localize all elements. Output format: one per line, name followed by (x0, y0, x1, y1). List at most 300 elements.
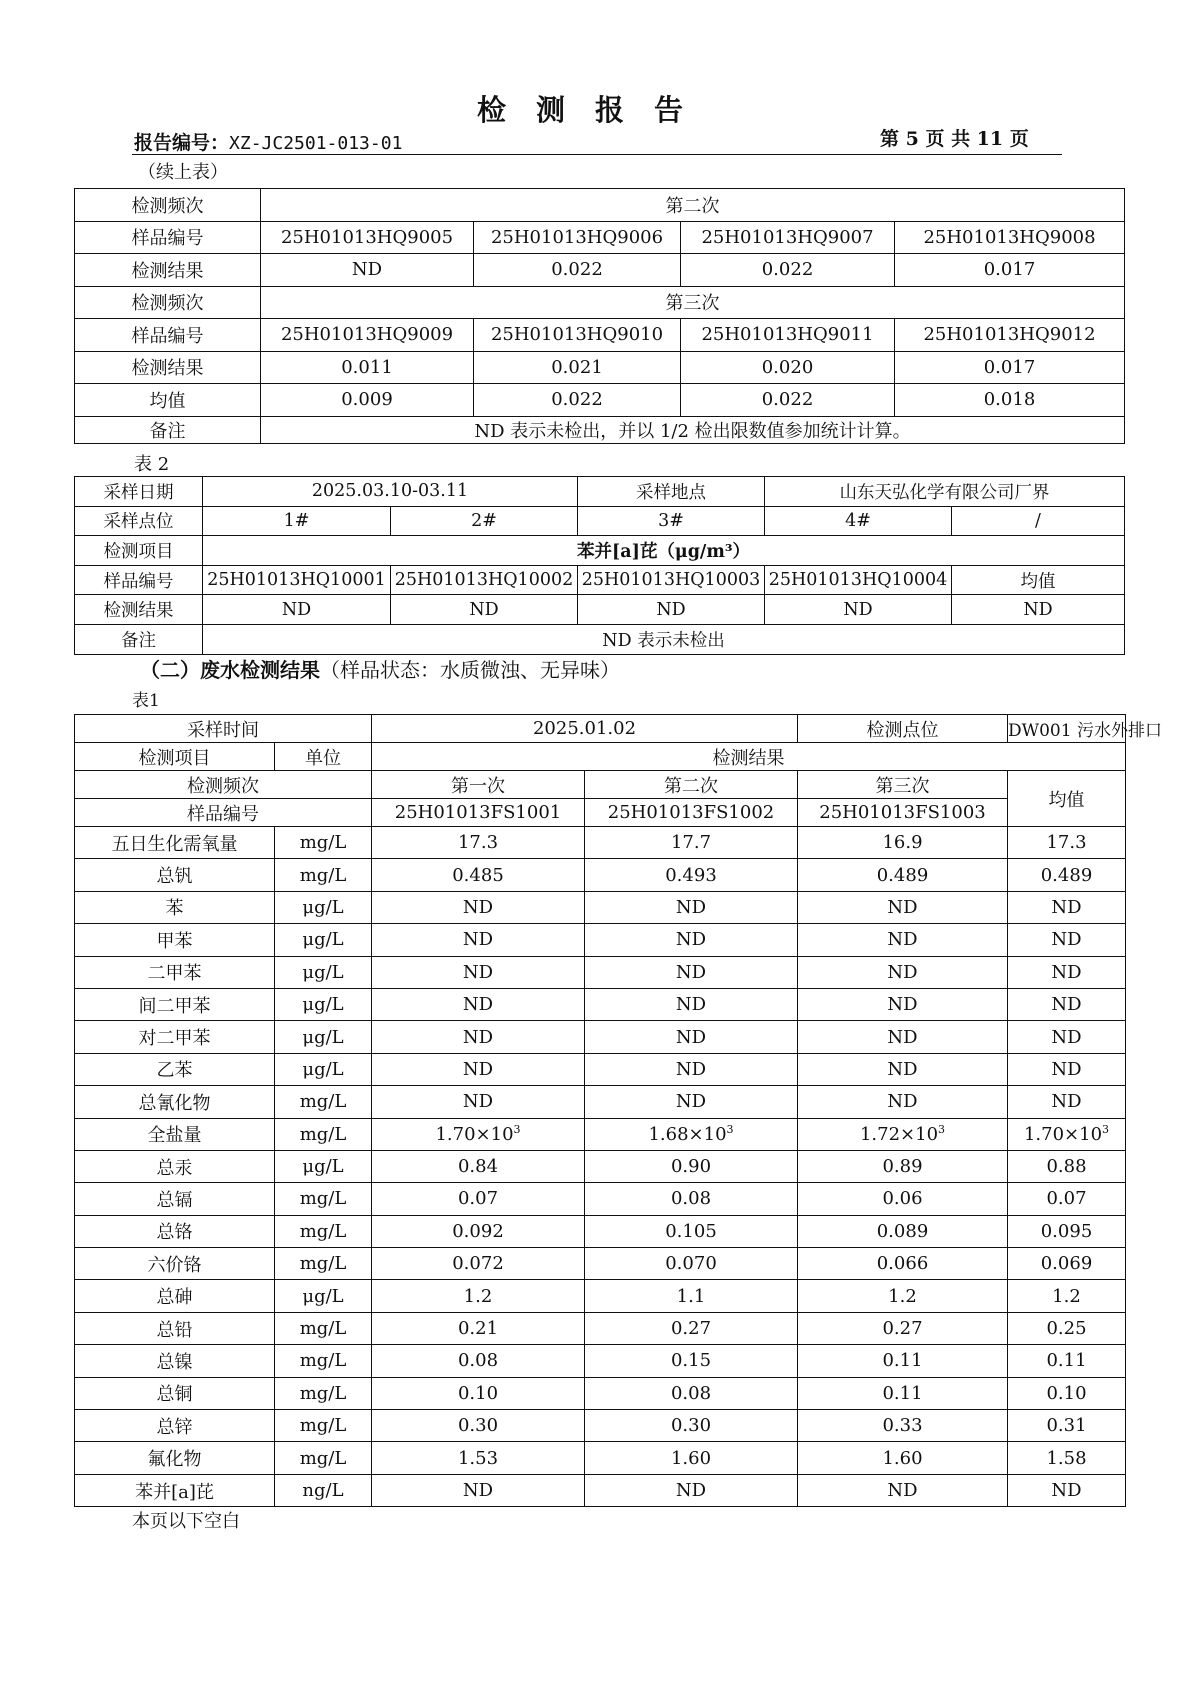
place-cell: 山东天弘化学有限公司厂界 (765, 477, 1125, 507)
result-cell-value: 0.072 (452, 1253, 504, 1275)
result-cell (372, 924, 585, 956)
result-label-cell: 检测结果 (75, 595, 203, 625)
mean-cell: 0.022 (474, 384, 681, 417)
item-cell (75, 1053, 275, 1085)
unit-cell-value: mg/L (299, 1350, 347, 1372)
wastewater-section-heading (140, 654, 620, 683)
result-cell-value: ND (675, 994, 707, 1016)
mean-cell-value: ND (1051, 961, 1082, 983)
result-cell-value: ND (462, 896, 494, 918)
unit-cell (275, 1118, 372, 1150)
result-cell-value: 0.08 (457, 1350, 499, 1372)
item-cell-value: 五日生化需氧量 (111, 833, 238, 855)
result-cell-value: 0.15 (670, 1350, 712, 1372)
result-cell-value: ND (887, 994, 918, 1016)
item-cell (75, 891, 275, 923)
table-row (75, 536, 1125, 566)
unit-cell (275, 1474, 372, 1506)
table-row (75, 477, 1125, 507)
result-cell-value: 0.092 (452, 1220, 504, 1242)
mean-label-cell: 均值 (75, 384, 261, 417)
table-row (75, 799, 1126, 827)
item-cell (75, 924, 275, 956)
header-divider (132, 154, 1062, 155)
result-cell (372, 827, 585, 859)
result-cell (798, 891, 1008, 923)
result-cell-value: 0.90 (670, 1156, 712, 1178)
result-cell (372, 956, 585, 988)
result-cell: 0.021 (474, 351, 681, 384)
result-cell (585, 1053, 798, 1085)
point-label-cell: 检测点位 (798, 715, 1008, 743)
result-cell-value: 1.60 (670, 1447, 712, 1469)
item-cell-value: 氟化物 (147, 1449, 202, 1471)
result-cell (585, 924, 798, 956)
result-cell-value: ND (675, 896, 707, 918)
item-cell-value: 间二甲苯 (138, 995, 211, 1017)
result-cell: 0.022 (474, 254, 681, 287)
result-cell (585, 1410, 798, 1442)
result-cell-value: ND (675, 1058, 707, 1080)
item-cell-value: 总砷 (156, 1287, 193, 1309)
result-cell: ND (952, 595, 1125, 625)
sample-cell: 均值 (952, 565, 1125, 595)
freq-cell: 第三次 (798, 771, 1008, 799)
result-cell (798, 988, 1008, 1020)
sample-cell: 25H01013HQ9009 (261, 319, 474, 352)
time-label-cell: 采样时间 (75, 715, 372, 743)
result-cell-value: 1.72×10 (859, 1123, 939, 1145)
item-cell-value: 甲苯 (156, 930, 193, 952)
sample-cell: 25H01013HQ9011 (681, 319, 895, 352)
result-cell-value: 0.10 (457, 1382, 499, 1404)
unit-cell (275, 1021, 372, 1053)
result-cell-value: 0.489 (876, 864, 929, 886)
point-cell: 2# (391, 506, 578, 536)
mean-cell-value: 0.489 (1040, 864, 1093, 886)
mean-cell (1008, 1021, 1126, 1053)
section-title: （二）废水检测结果 (140, 658, 320, 682)
table-row (75, 506, 1125, 536)
mean-cell-value: 1.2 (1052, 1285, 1081, 1307)
unit-cell-value: μg/L (302, 929, 344, 951)
result-cell (585, 827, 798, 859)
unit-cell (275, 1150, 372, 1182)
item-cell (75, 1086, 275, 1118)
freq-cell: 第一次 (372, 771, 585, 799)
freq-cell: 第二次 (585, 771, 798, 799)
result-cell (585, 1150, 798, 1182)
result-cell-value: ND (462, 929, 494, 951)
sample-cell: 25H01013HQ10003 (578, 565, 765, 595)
result-cell-value: ND (887, 896, 918, 918)
result-cell-value: 0.08 (670, 1382, 712, 1404)
unit-cell (275, 956, 372, 988)
result-cell (798, 1377, 1008, 1409)
result-cell: ND (391, 595, 578, 625)
time-cell: 2025.01.02 (372, 715, 798, 743)
mean-cell (1008, 956, 1126, 988)
result-cell-value: 1.1 (676, 1285, 706, 1307)
table-row (75, 1150, 1126, 1182)
result-cell (798, 1410, 1008, 1442)
sample-label-cell: 样品编号 (75, 565, 203, 595)
sample-cell: 25H01013HQ9007 (681, 221, 895, 254)
result-cell-value: 0.30 (457, 1415, 499, 1437)
mean-cell-value: ND (1051, 1480, 1082, 1501)
result-cell-value: 1.70×10 (435, 1123, 514, 1145)
item-cell (75, 1150, 275, 1182)
freq-label-cell: 检测频次 (75, 771, 372, 799)
page-info: 第 5 页 共 11 页 (880, 128, 1029, 150)
point-label-cell: 采样点位 (75, 506, 203, 536)
result-cell (585, 1086, 798, 1118)
result-cell-value: 0.105 (665, 1220, 717, 1242)
mean-cell (1008, 1086, 1126, 1118)
point-cell: 4# (765, 506, 952, 536)
mean-cell (1008, 1474, 1126, 1506)
result-cell-value: 0.30 (670, 1415, 712, 1437)
sample-cell: 25H01013HQ10002 (391, 565, 578, 595)
mean-cell (1008, 1248, 1126, 1280)
item-cell (75, 1021, 275, 1053)
item-cell (75, 1410, 275, 1442)
exponent: 3 (513, 1122, 521, 1136)
result-cell (798, 1345, 1008, 1377)
mean-cell: 0.022 (681, 384, 895, 417)
unit-cell (275, 1053, 372, 1085)
table-row (75, 1377, 1126, 1409)
table-row (75, 319, 1125, 352)
result-cell (798, 1312, 1008, 1344)
result-cell (372, 1377, 585, 1409)
result-cell (372, 1345, 585, 1377)
mean-cell-value: 0.069 (1040, 1253, 1093, 1275)
item-cell-value: 苯并[a]芘 (135, 1481, 214, 1503)
result-cell-value: 0.11 (882, 1382, 923, 1404)
item-cell-value: 总铬 (156, 1222, 193, 1244)
item-cell-value: 对二甲苯 (138, 1028, 211, 1050)
result-cell-value: 0.11 (882, 1350, 923, 1372)
result-cell: ND (203, 595, 391, 625)
mean-cell-value: ND (1051, 1091, 1082, 1113)
result-cell (372, 1183, 585, 1215)
mean-cell (1008, 891, 1126, 923)
result-cell (798, 1215, 1008, 1247)
point-cell: DW001 污水外排口 (1008, 715, 1126, 743)
table-row (75, 1118, 1126, 1150)
unit-cell-value: μg/L (302, 1285, 344, 1307)
result-cell (798, 1150, 1008, 1182)
result-cell (798, 1021, 1008, 1053)
item-cell-value: 总钒 (156, 866, 193, 888)
exponent: 3 (1102, 1122, 1110, 1136)
table-row (75, 624, 1125, 654)
mean-cell-value: 0.07 (1046, 1188, 1087, 1210)
result-cell (372, 859, 585, 891)
result-cell-value: 17.7 (670, 832, 712, 854)
table-row (75, 221, 1125, 254)
unit-cell (275, 859, 372, 891)
result-cell-value: ND (462, 1480, 494, 1501)
result-cell-value: ND (887, 1058, 918, 1080)
result-cell-value: ND (462, 961, 494, 983)
unit-cell (275, 1442, 372, 1474)
air-results-continued-table (74, 188, 1125, 444)
unit-cell (275, 1410, 372, 1442)
unit-cell (275, 1377, 372, 1409)
freq-label-cell: 检测频次 (75, 189, 261, 222)
sample-cell: 25H01013HQ9012 (895, 319, 1125, 352)
table-row (75, 1183, 1126, 1215)
table-row (75, 859, 1126, 891)
mean-cell (1008, 1280, 1126, 1312)
result-cell (585, 1215, 798, 1247)
item-cell-value: 总锌 (156, 1416, 193, 1438)
result-cell (372, 1118, 585, 1150)
result-cell (798, 1248, 1008, 1280)
result-cell (585, 1280, 798, 1312)
sample-cell: 25H01013HQ9006 (474, 221, 681, 254)
mean-cell-value: 0.11 (1046, 1350, 1087, 1372)
result-cell-value: 1.2 (463, 1285, 493, 1307)
result-cell-value: ND (462, 1091, 494, 1113)
result-cell (798, 924, 1008, 956)
table-row (75, 351, 1125, 384)
result-cell-value: 0.21 (457, 1318, 499, 1340)
result-cell-value: 16.9 (882, 832, 923, 854)
unit-cell-value: μg/L (302, 1156, 344, 1178)
result-cell (585, 1345, 798, 1377)
table-row (75, 1474, 1126, 1506)
mean-cell (1008, 1345, 1126, 1377)
result-cell (585, 1312, 798, 1344)
result-cell-value: 0.493 (665, 864, 717, 886)
unit-cell (275, 1345, 372, 1377)
result-label-cell: 检测结果 (75, 351, 261, 384)
result-cell-value: 0.08 (670, 1188, 712, 1210)
wastewater-results-table (74, 714, 1162, 1507)
item-cell: 苯并[a]芘（μg/m³） (203, 536, 1125, 566)
sample-label-cell: 样品编号 (75, 799, 372, 827)
blank-below-note: 本页以下空白 (132, 1511, 240, 1532)
result-cell (372, 1053, 585, 1085)
result-cell (798, 1053, 1008, 1085)
report-number-label: 报告编号： (134, 132, 230, 154)
result-cell-value: ND (462, 1058, 494, 1080)
table-row (75, 771, 1126, 799)
result-cell-value: 0.070 (665, 1253, 717, 1275)
item-cell (75, 1280, 275, 1312)
result-cell: 0.017 (895, 351, 1125, 384)
result-cell (585, 1474, 798, 1506)
result-cell-value: ND (887, 1026, 918, 1048)
item-cell-value: 总氰化物 (138, 1092, 211, 1114)
mean-cell-value: 17.3 (1046, 832, 1087, 854)
result-cell-value: ND (462, 1026, 494, 1048)
result-cell (798, 1118, 1008, 1150)
report-number-value: XZ-JC2501-013-01 (229, 133, 403, 154)
item-cell-value: 总镍 (156, 1351, 193, 1373)
table-row (75, 1442, 1126, 1474)
unit-cell (275, 988, 372, 1020)
date-label-cell: 采样日期 (75, 477, 203, 507)
table-row (75, 956, 1126, 988)
table-row (75, 1021, 1126, 1053)
table-row (75, 595, 1125, 625)
table-2-label: 表 2 (134, 454, 170, 475)
result-cell (585, 1442, 798, 1474)
item-cell (75, 988, 275, 1020)
item-cell (75, 1377, 275, 1409)
mean-cell (1008, 1053, 1126, 1085)
result-cell-value: 1.2 (888, 1285, 917, 1307)
result-cell (372, 1248, 585, 1280)
result-cell (585, 1377, 798, 1409)
sample-cell: 25H01013FS1003 (798, 799, 1008, 827)
result-cell: ND (261, 254, 474, 287)
item-cell (75, 859, 275, 891)
result-cell: 0.017 (895, 254, 1125, 287)
mean-cell (1008, 1410, 1126, 1442)
sample-cell: 25H01013HQ9010 (474, 319, 681, 352)
table-row (75, 254, 1125, 287)
point-cell: / (952, 506, 1125, 536)
result-cell: 0.022 (681, 254, 895, 287)
exponent: 3 (938, 1122, 946, 1136)
mean-cell (1008, 1118, 1126, 1150)
mean-cell (1008, 1312, 1126, 1344)
unit-cell (275, 1280, 372, 1312)
item-cell-value: 总铅 (156, 1319, 193, 1341)
result-cell-value: 1.53 (457, 1447, 499, 1469)
result-cell (798, 1280, 1008, 1312)
item-cell (75, 1312, 275, 1344)
result-cell: 0.020 (681, 351, 895, 384)
item-cell-value: 总汞 (156, 1157, 193, 1179)
result-cell-value: ND (887, 929, 918, 951)
mean-cell (1008, 924, 1126, 956)
result-label-cell: 检测结果 (75, 254, 261, 287)
remark-cell: ND 表示未检出 (203, 624, 1125, 654)
result-cell (372, 1150, 585, 1182)
mean-cell-value: 0.88 (1046, 1156, 1087, 1178)
result-cell-value: 0.066 (876, 1253, 929, 1275)
unit-cell (275, 1248, 372, 1280)
table-1-label: 表1 (132, 691, 160, 711)
result-cell (798, 1183, 1008, 1215)
date-cell: 2025.03.10-03.11 (203, 477, 578, 507)
place-label-cell: 采样地点 (578, 477, 765, 507)
mean-cell-value: 0.25 (1046, 1318, 1087, 1340)
remark-cell: ND 表示未检出，并以 1/2 检出限数值参加统计计算。 (261, 416, 1125, 443)
result-cell-value: ND (675, 929, 707, 951)
mean-cell: 0.009 (261, 384, 474, 417)
mean-cell-value: 0.095 (1040, 1220, 1093, 1242)
mean-cell-value: 1.58 (1046, 1447, 1087, 1469)
item-label-cell: 检测项目 (75, 536, 203, 566)
freq-cell: 第三次 (261, 286, 1125, 319)
result-cell-value: ND (675, 1480, 707, 1501)
unit-cell-value: mg/L (299, 864, 347, 886)
unit-cell (275, 1312, 372, 1344)
result-cell-value: ND (887, 961, 918, 983)
table-row (75, 1280, 1126, 1312)
result-cell-value: ND (675, 1026, 707, 1048)
mean-cell (1008, 1183, 1126, 1215)
item-cell (75, 1183, 275, 1215)
item-label-cell: 检测项目 (75, 743, 275, 771)
table-row (75, 384, 1125, 417)
sample-cell: 25H01013HQ9008 (895, 221, 1125, 254)
result-cell-value: 0.33 (882, 1415, 923, 1437)
table-row (75, 924, 1126, 956)
mean-cell: 0.018 (895, 384, 1125, 417)
item-cell-value: 乙苯 (156, 1060, 193, 1082)
result-cell (372, 1312, 585, 1344)
result-cell-value: 0.84 (457, 1156, 499, 1178)
mean-label-cell: 均值 (1008, 771, 1126, 827)
table-row (75, 416, 1125, 443)
mean-cell (1008, 859, 1126, 891)
point-cell: 3# (578, 506, 765, 536)
table-row (75, 286, 1125, 319)
table-row (75, 1215, 1126, 1247)
mean-cell (1008, 1150, 1126, 1182)
continued-label: （续上表） (138, 162, 228, 183)
item-cell (75, 1248, 275, 1280)
sample-cell: 25H01013FS1002 (585, 799, 798, 827)
result-cell (798, 1442, 1008, 1474)
result-cell (372, 1280, 585, 1312)
result-cell-value: 1.68×10 (648, 1123, 727, 1145)
item-cell-value: 总铜 (156, 1384, 193, 1406)
freq-label-cell: 检测频次 (75, 286, 261, 319)
sample-label-cell: 样品编号 (75, 221, 261, 254)
report-title: 检测报告 (476, 93, 713, 127)
mean-cell-value: 0.31 (1046, 1415, 1087, 1437)
result-cell (372, 1021, 585, 1053)
unit-cell-value: μg/L (302, 1058, 344, 1080)
mean-cell (1008, 988, 1126, 1020)
result-cell-value: ND (887, 1091, 918, 1113)
unit-cell-value: μg/L (302, 1026, 344, 1048)
table-row (75, 1345, 1126, 1377)
unit-cell-value: mg/L (299, 1447, 347, 1469)
result-cell (798, 859, 1008, 891)
unit-cell (275, 1215, 372, 1247)
sample-label-cell: 样品编号 (75, 319, 261, 352)
mean-cell (1008, 1442, 1126, 1474)
mean-cell (1008, 1215, 1126, 1247)
result-cell (372, 988, 585, 1020)
item-cell (75, 827, 275, 859)
mean-cell-value: ND (1051, 994, 1082, 1016)
result-cell (372, 1442, 585, 1474)
unit-label-cell: 单位 (275, 743, 372, 771)
table-row (75, 891, 1126, 923)
table-row (75, 1053, 1126, 1085)
unit-cell-value: mg/L (299, 1253, 347, 1275)
result-cell-value: 0.89 (882, 1156, 923, 1178)
unit-cell-value: mg/L (299, 1123, 347, 1145)
result-cell-value: 0.485 (452, 864, 504, 886)
unit-cell-value: mg/L (299, 1091, 347, 1113)
result-cell: ND (578, 595, 765, 625)
table-row (75, 1086, 1126, 1118)
item-cell-value: 全盐量 (147, 1125, 202, 1147)
sample-cell: 25H01013HQ10004 (765, 565, 952, 595)
